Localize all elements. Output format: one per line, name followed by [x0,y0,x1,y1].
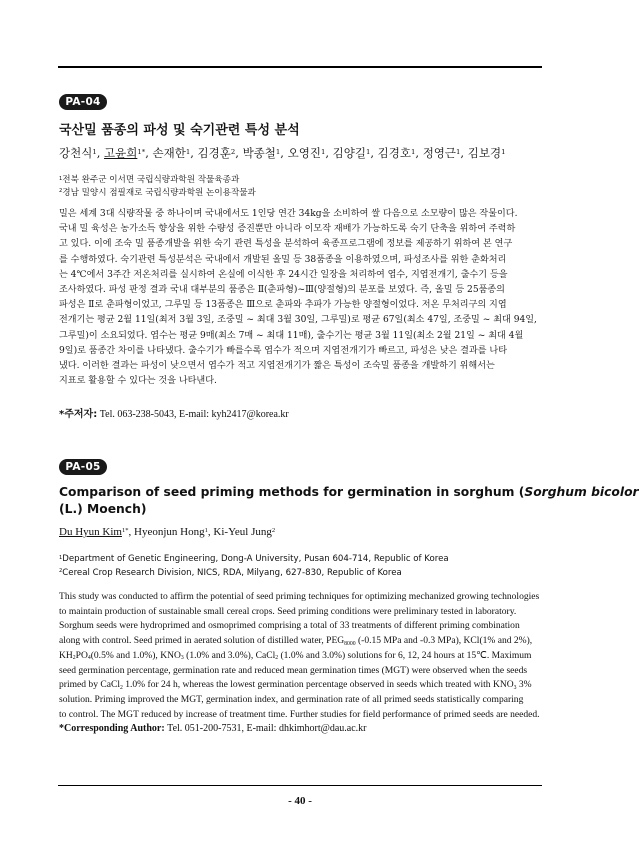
abstract-line: 냈다. 이러한 결과는 파성이 낮으면서 엽수가 적고 지엽전개기가 짧은 특성이 조숙밀 품종을 개발하기 위해서는 [59,361,495,372]
abstract-line: solution. Priming improved the MGT, germination index, and germination rate of all primed seeds statistically comparing [59,693,524,705]
affiliation-line: $^2$경남 밀양시 점필재로 국립식량과학원 논이용작물과 [59,187,256,198]
abstract-line: Sorghum seeds were hydroprimed and osmoprimed comprising a total of 33 treatments of different priming combination [59,620,520,632]
abstract-line: 는 4℃에서 3주간 저온처리를 실시하여 온실에 이식한 후 24시간 일장을 처리하여 엽수, 지엽전개기, 출수기 등을 [59,269,508,280]
author-name: 김경훈$^2$ [197,146,236,160]
abstract-line: along with control. Seed primed in aerated solution of distilled water, $PEG_{8000}$ (-0.15 MPa and -0.3 MPa), KCl(1% and 2%), [59,635,533,647]
bottom-rule [58,785,542,786]
abstract-line: to control. The MGT reduced by increase of treatment time. Further studies for field performance of primed seeds are needed. [59,708,540,720]
title-text-cont: (L.) Moench) [59,502,147,516]
abstract-line: 9일)로 품종간 차이를 나타냈다. 출수기가 빠를수록 엽수가 적으며 지엽전개기가 빠르고, 파성은 낮은 결과를 나타 [59,345,507,356]
abstract-line: 고 있다. 이에 조숙 밀 품종개발을 위한 숙기 관련 특성을 분석하여 육종프로그램에 정보를 제공하기 위하여 본 연구 [59,239,513,250]
author-name: 정영근$^1$ [422,146,461,160]
abstract-line: 를 수행하였다. 숙기관련 특성분석은 국내에서 개발된 올밀 등 38품종을 이용하였으며, 파성조사를 위한 춘화처리 [59,254,507,265]
abstract-line: 국내 밀 육성은 농가소득 향상을 위한 수량성 증진뿐만 아니라 이모작 재배가 가능하도록 숙기 단축을 위하여 주력하 [59,224,516,235]
abstract-line: seed germination percentage, germination rate and reduced mean germination times (MGT) were observed when the seeds [59,664,528,676]
abstract-line: to maintain production of sustainable small cereal crops. Seed priming conditions were preliminary tested in laboratory. [59,605,517,617]
author-list: 강천식$^1$, 고윤희$^{1*}$, 손재한$^1$, 김경훈$^2$, 박종철$^1$, 오영진$^1$, 김양길$^1$, 김경호$^1$, 정영근$^1$, 김보경$^1$ [59,146,506,160]
affiliation-line: $^1$전북 완주군 이서면 국립식량과학원 작물육종과 [59,175,240,185]
page-number: - 40 - [288,795,312,807]
author-name: 박종철$^1$ [242,146,281,160]
author-name: 강천식$^1$ [59,146,97,160]
abstract-line: 그루밀)이 소요되었다. 엽수는 평균 9매(최소 7매 ~ 최대 11매), 출수기는 평균 3월 11일(최소 2월 21일 ~ 최대 4월 [59,330,524,341]
affiliation-line: $^1$Department of Genetic Engineering, Dong-A University, Pusan 604-714, Republic of Korea [59,554,449,564]
abstract-title [59,484,639,518]
corresponding-contact: Tel. 051-200-7531, E-mail: dhkimhort@dau.ac.kr [167,723,367,734]
author-name: Du Hyun Kim$^{1*}$ [59,526,129,538]
abstract-line: 파성은 Ⅱ로 춘파형이었고, 그루밀 등 13품종은 Ⅲ으로 춘파와 추파가 가능한 양절형이었다. 저온 무처리구의 지엽 [59,300,507,311]
corresponding-contact: Tel. 063-238-5043, E-mail: kyh2417@korea.kr [99,409,289,420]
corresponding-label: *주저자: [59,409,98,420]
abstract-line: primed by CaCl$_2$ 1.0% for 24 h, whereas the lowest germination percentage observed in seeds which treated with $KNO_3$ 3% [59,679,532,691]
abstract-line: This study was conducted to affirm the potential of seed priming techniques for optimizing mechanized growing technologies [59,591,540,602]
author-name: Hyeonjun Hong$^1$ [134,526,208,538]
abstract-line: 밀은 세계 3대 식량작물 중 하나이며 국내에서도 1인당 연간 34kg을 소비하여 쌀 다음으로 소모량이 많은 작물이다. [59,209,518,219]
author-name: 김경호$^1$ [377,146,416,160]
species-name: Sorghum bicolor [524,485,639,499]
abstract-title: 국산밀 품종의 파성 및 숙기관련 특성 분석 [59,123,300,138]
corresponding-author [59,405,541,420]
title-text: Comparison of seed priming methods for germination in sorghum ( [59,485,525,499]
author-name: 김보경$^1$ [467,146,506,160]
author-name: 오영진$^1$ [287,146,326,160]
author-name: 김양길$^1$ [332,146,371,160]
abstract-line: $KH_2PO_4(0.5\%$ and 1.0%), $KNO_3$ (1.0% and 3.0%), CaCl$_2$ (1.0% and 3.0%) solutions for 6, 12, 24 hours at 15℃. Maximum [59,649,532,662]
abstract-body [59,590,541,722]
author-name: 손재한$^1$ [152,146,191,160]
affiliation-list [59,174,541,199]
corresponding-author [59,723,541,734]
abstract-line: 조사하였다. 파성 판정 결과 국내 대부분의 품종은 Ⅱ(춘파형)~Ⅲ(양절형)의 분포를 보였다. 즉, 올밀 등 25품종의 [59,285,505,296]
top-rule [58,66,542,68]
abstract-body [59,207,541,389]
author-name: Ki-Yeul Jung$^2$ [213,526,276,538]
abstract-id-badge: PA-04 [59,94,107,110]
affiliation-list [59,553,541,580]
affiliation-line: $^2$Cereal Crop Research Division, NICS, RDA, Milyang, 627-830, Republic of Korea [59,567,402,578]
corresponding-label: *Corresponding Author: [59,723,165,734]
author-name: 고윤희$^{1*}$ [104,146,146,160]
abstract-line: 전개기는 평균 2월 11일(최저 3월 3일, 조중밀 ~ 최대 3월 30일, 그루밀)로 평균 67일(최소 47일, 조중밀 ~ 최대 94일, [59,315,537,326]
author-list: Du Hyun Kim$^{1*}$, Hyeonjun Hong$^1$, Ki-Yeul Jung$^2$ [59,526,276,538]
abstract-id-badge: PA-05 [59,459,107,475]
abstract-line: 지표로 활용할 수 있다는 것을 나타낸다. [59,376,217,387]
